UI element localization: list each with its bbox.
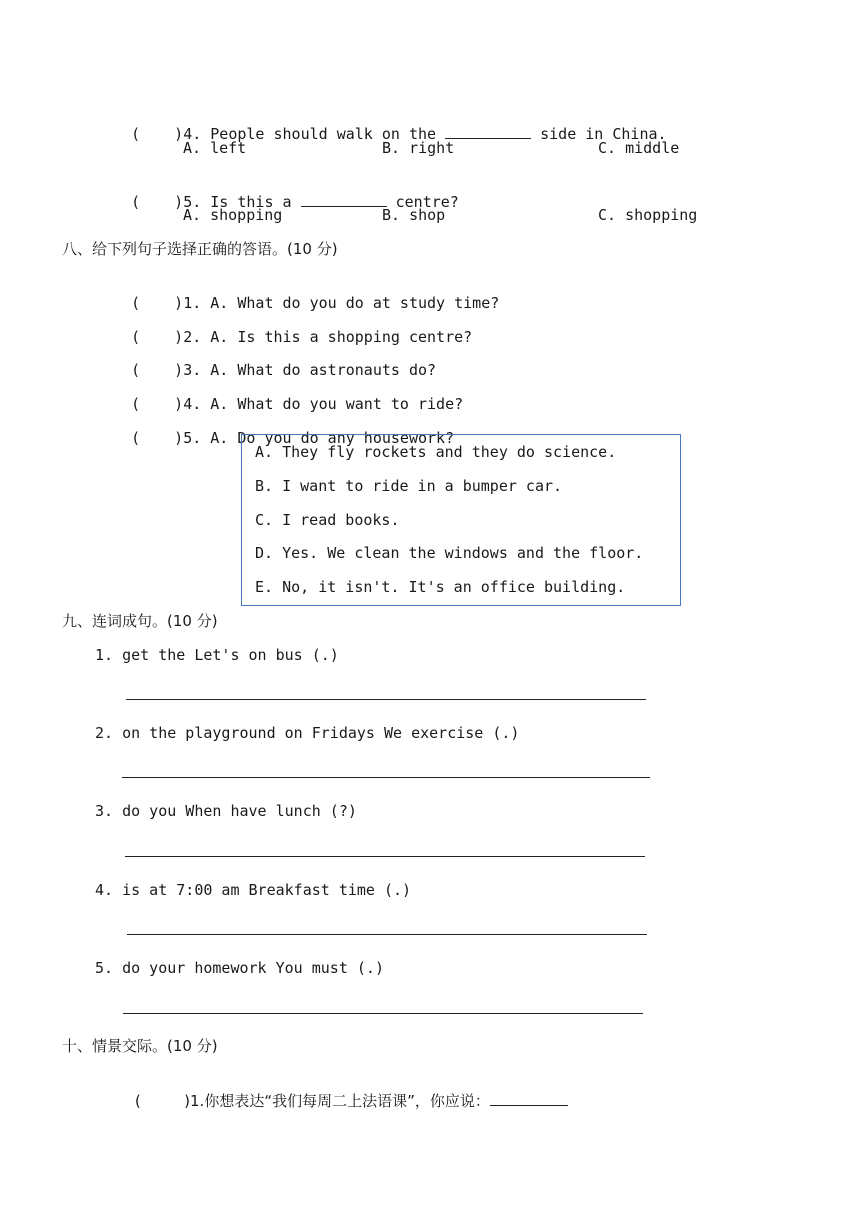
section-9-title: 九、连词成句。(10 分)	[62, 612, 218, 630]
section-9-item: 4. is at 7:00 am Breakfast time (.)	[95, 881, 412, 899]
answer-paren[interactable]: (	[131, 294, 141, 312]
fill-blank[interactable]	[490, 1091, 568, 1106]
answer-paren[interactable]: (	[131, 193, 141, 211]
fill-blank[interactable]	[445, 124, 531, 139]
answer-choice: D. Yes. We clean the windows and the floor.	[255, 544, 644, 562]
section-8-item: ( )3. A. What do astronauts do?	[131, 361, 437, 379]
section-9-item: 2. on the playground on Fridays We exercise (.)	[95, 724, 520, 742]
option-b[interactable]: B. shop	[382, 206, 446, 224]
section-9-item: 1. get the Let's on bus (.)	[95, 646, 339, 664]
option-a[interactable]: A. left	[183, 139, 247, 157]
section-8-item: ( )5. A. Do you do any housework?	[131, 429, 455, 447]
answer-paren[interactable]: (	[133, 1092, 143, 1110]
answer-line[interactable]	[123, 1013, 643, 1014]
answer-paren[interactable]: (	[131, 361, 141, 379]
answer-paren[interactable]: (	[131, 125, 141, 143]
answer-choice: C. I read books.	[255, 511, 400, 529]
option-c[interactable]: C. middle	[598, 139, 680, 157]
question-7-4: ( )4. People should walk on the side in China.	[131, 125, 667, 143]
section-9-item: 3. do you When have lunch (?)	[95, 802, 357, 820]
question-7-5: ( )5. Is this a centre?	[131, 193, 459, 211]
section-8-item: ( )2. A. Is this a shopping centre?	[131, 328, 473, 346]
answer-choice: E. No, it isn't. It's an office building.	[255, 578, 626, 596]
section-8-item: ( )1. A. What do you do at study time?	[131, 294, 500, 312]
answer-line[interactable]	[125, 856, 645, 857]
answer-paren[interactable]: (	[131, 429, 141, 447]
answer-line[interactable]	[126, 699, 646, 700]
option-a[interactable]: A. shopping	[183, 206, 283, 224]
answer-choice: B. I want to ride in a bumper car.	[255, 477, 563, 495]
section-8-item: ( )4. A. What do you want to ride?	[131, 395, 464, 413]
answer-choice: A. They fly rockets and they do science.	[255, 443, 617, 461]
section-8-title: 八、给下列句子选择正确的答语。(10 分)	[62, 240, 338, 258]
section-10-title: 十、情景交际。(10 分)	[62, 1037, 218, 1055]
answer-paren[interactable]: (	[131, 328, 141, 346]
option-c[interactable]: C. shopping	[598, 206, 698, 224]
fill-blank[interactable]	[301, 192, 387, 207]
option-b[interactable]: B. right	[382, 139, 455, 157]
answer-line[interactable]	[127, 934, 647, 935]
answer-paren[interactable]: (	[131, 395, 141, 413]
section-10-item: ( )1.你想表达“我们每周二上法语课”，你应说：	[97, 1071, 568, 1131]
section-9-item: 5. do your homework You must (.)	[95, 959, 384, 977]
answer-line[interactable]	[122, 777, 650, 778]
